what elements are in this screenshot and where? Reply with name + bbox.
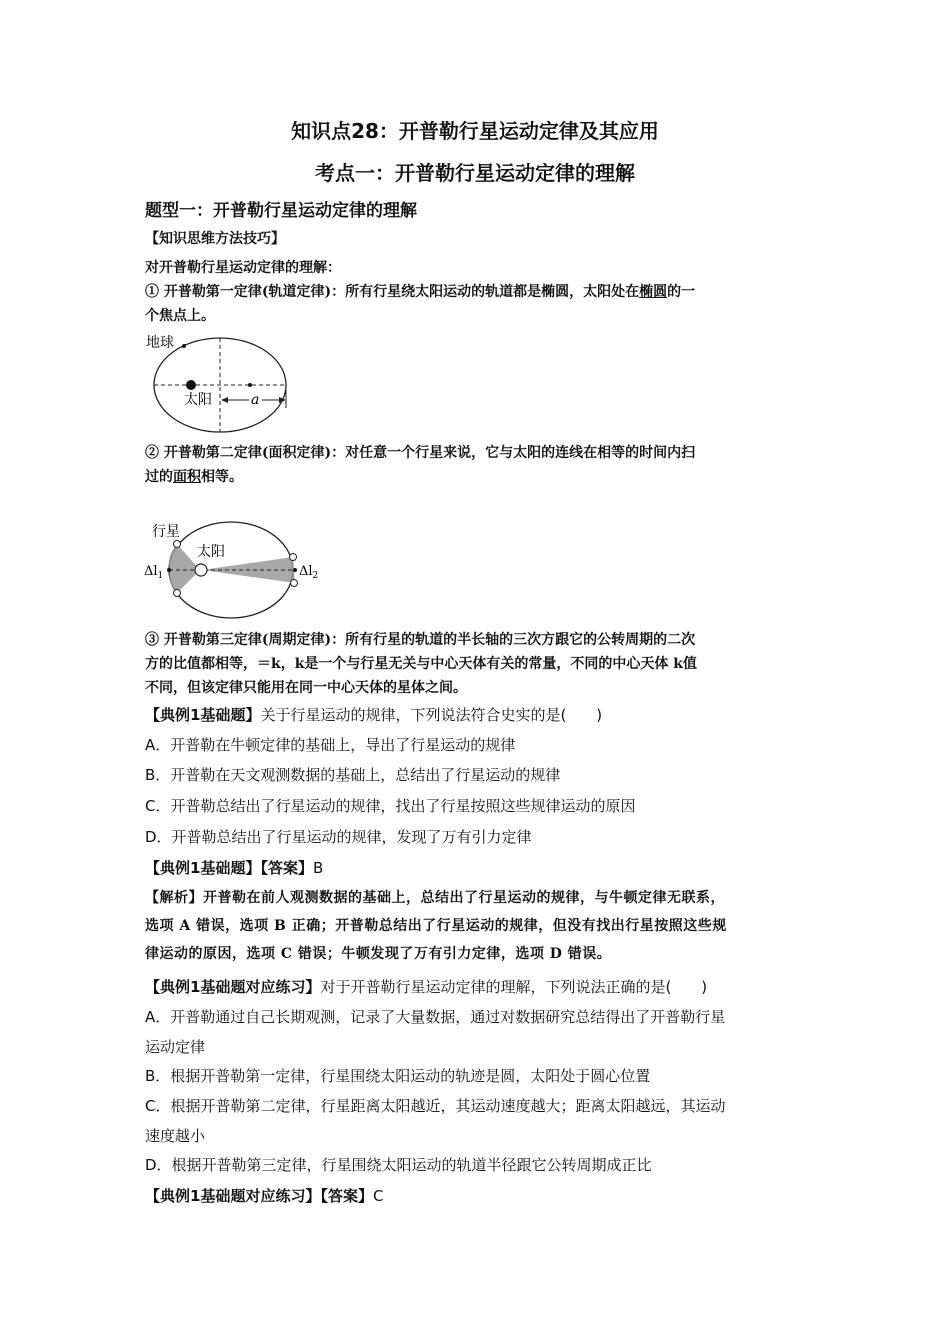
example2-option-c: C．根据开普勒第二定律，行星距离太阳越近，其运动速度越大；距离太阳越远，其运动 [145,1097,726,1115]
example2-option-a-cont: 运动定律 [145,1038,206,1056]
law2-underline: 面积 [173,469,201,485]
example2-option-b: B．根据开普勒第一定律，行星围绕太阳运动的轨迹是圆，太阳处于圆心位置 [145,1067,651,1085]
analysis-line-2: 选项 A 错误，选项 B 正确；开普勒总结出了行星运动的规律，但没有找出行星按照这些规 [145,918,727,934]
example2-question-text: 对于开普勒行星运动定律的理解，下列说法正确的是( ) [320,978,708,996]
example2-option-c-cont: 速度越小 [145,1127,206,1145]
example2-option-a: A．开普勒通过自己长期观测，记录了大量数据，通过对数据研究总结得出了开普勒行星 [145,1008,726,1026]
law1-text-a: ① 开普勒第一定律(轨道定律)：所有行星绕太阳运动的轨道都是椭圆，太阳处在 [145,284,640,300]
law2-text-c: 相等。 [201,469,243,485]
law1-text-cont: 个焦点上。 [145,308,215,324]
analysis-line-1 [145,884,810,912]
analysis-label: 【解析】 [145,890,203,906]
example1-answer [145,855,810,881]
example2-question [145,974,810,1000]
earth-label: 地球 [146,335,174,351]
law2-text: ② 开普勒第二定律(面积定律)：对任意一个行星来说，它与太阳的连线在相等的时间内扫 [145,445,696,461]
law1-text-b: 的一 [667,284,696,300]
sun-label-2: 太阳 [197,544,225,560]
analysis-text-1: 开普勒在前人观测数据的基础上，总结出了行星运动的规律，与牛顿定律无联系， [203,890,725,906]
law2-text-cont [145,466,810,489]
planet-circle-2 [174,590,181,597]
law1-underline: 椭圆 [639,284,668,300]
page-subtitle: 考点一：开普勒行星运动定律的理解 [315,161,635,185]
intro-text: 对开普勒行星运动定律的理解： [145,260,341,276]
planet-circle-1 [174,541,181,548]
law3-text-cont-2: 不同，但该定律只能用在同一中心天体的星体之间。 [145,680,467,696]
tips-header: 【知识思维方法技巧】 [145,231,285,247]
planet-circle-4 [291,580,298,587]
example2-answer [145,1183,810,1209]
law1-text [145,281,810,304]
law3-text-cont: 方的比值都相等，＝k，k是一个与行星无关与中心天体有关的常量，不同的中心天体 k值 [145,656,697,672]
sun-circle [195,564,207,576]
page-title: 知识点28：开普勒行星运动定律及其应用 [291,119,659,143]
example2-option-d: D．根据开普勒第三定律，行星围绕太阳运动的轨道半径跟它公转周期成正比 [145,1156,652,1174]
equal-area-figure [140,515,330,625]
example1-option-b: B．开普勒在天文观测数据的基础上，总结出了行星运动的规律 [145,766,561,784]
planet-label: 行星 [152,524,180,540]
example1-answer-value: B [312,859,324,877]
law3-text: ③ 开普勒第三定律(周期定律)：所有行星的轨道的半长轴的三次方跟它的公转周期的二次 [145,632,696,648]
earth-dot [182,344,186,348]
delta-l2-label: $\Delta l_2$ [299,564,319,581]
focus-dot [248,383,252,387]
example1-question-text: 关于行星运动的规律，下列说法符合史实的是( ) [260,706,603,724]
example1-label: 【典例1基础题】 [145,706,261,724]
example2-label: 【典例1基础题对应练习】 [145,978,321,996]
example1-option-c: C．开普勒总结出了行星运动的规律，找出了行星按照这些规律运动的原因 [145,797,636,815]
a-label: a [251,392,260,408]
ellipse-orbit-figure [140,330,300,435]
example1-option-a: A．开普勒在牛顿定律的基础上，导出了行星运动的规律 [145,736,516,754]
example2-answer-value: C [372,1187,384,1205]
planet-circle-3 [290,554,297,561]
aphelion-dot [293,568,297,572]
sun-label: 太阳 [184,392,212,408]
law2-text-b: 过的 [145,469,173,485]
sun-dot [186,380,196,390]
section-heading: 题型一：开普勒行星运动定律的理解 [145,201,417,221]
perihelion-dot [167,568,171,572]
example2-answer-label: 【典例1基础题对应练习】【答案】 [145,1187,373,1205]
example1-option-d: D．开普勒总结出了行星运动的规律，发现了万有引力定律 [145,828,532,846]
a-arrowhead-left [221,397,228,403]
example1-question [145,702,810,728]
delta-l1-label: $\Delta l_1$ [144,564,164,581]
example1-answer-label: 【典例1基础题】【答案】 [145,859,313,877]
analysis-line-3: 律运动的原因，选项 C 错误；牛顿发现了万有引力定律，选项 D 错误。 [145,946,612,962]
a-arrowhead-right [279,397,286,403]
